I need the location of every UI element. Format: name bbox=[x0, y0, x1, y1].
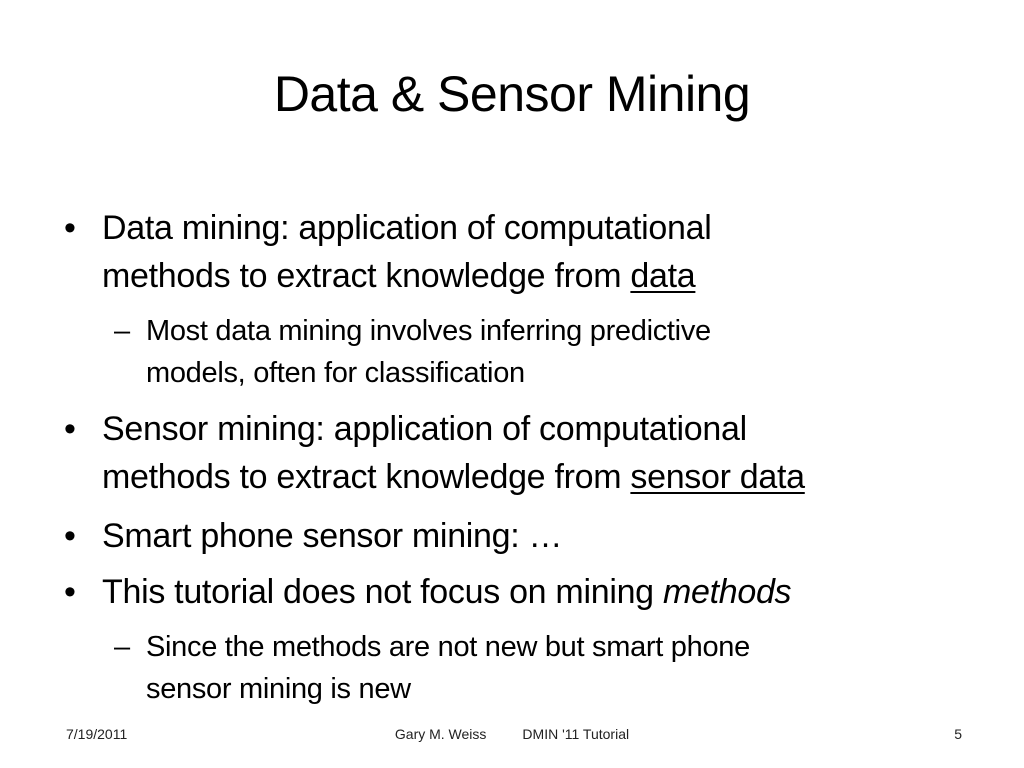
bullet-icon: • bbox=[64, 517, 76, 555]
underlined-term: sensor data bbox=[630, 458, 805, 496]
bullet-text: methods to extract knowledge from bbox=[102, 458, 631, 496]
sub-bullet-line: models, often for classification bbox=[146, 357, 525, 389]
bullet-line: Sensor mining: application of computational bbox=[102, 410, 747, 448]
bullet-icon: • bbox=[64, 410, 76, 448]
italic-term: methods bbox=[662, 573, 792, 611]
footer-page-number: 5 bbox=[954, 726, 962, 742]
bullet-line bbox=[102, 453, 982, 501]
bullet-item-data-mining bbox=[64, 204, 982, 300]
bullet-icon: • bbox=[64, 573, 76, 611]
sub-bullet-line: sensor mining is new bbox=[146, 673, 411, 705]
footer-author: Gary M. Weiss bbox=[394, 726, 487, 742]
dash-icon: – bbox=[114, 315, 130, 347]
bullet-line: Data mining: application of computational bbox=[102, 209, 712, 247]
underlined-term: data bbox=[630, 257, 696, 295]
slide-title: Data & Sensor Mining bbox=[273, 66, 751, 122]
footer-event: DMIN '11 Tutorial bbox=[522, 726, 630, 742]
bullet-text: This tutorial does not focus on mining bbox=[102, 573, 663, 611]
footer-center bbox=[0, 724, 1024, 744]
footer-date: 7/19/2011 bbox=[66, 726, 128, 742]
bullet-item-sensor-mining bbox=[64, 405, 982, 501]
bullet-item-tutorial-focus bbox=[64, 568, 982, 616]
bullet-line: Smart phone sensor mining: … bbox=[102, 517, 563, 555]
sub-bullet-line: Since the methods are not new but smart phone bbox=[146, 631, 750, 663]
bullet-icon: • bbox=[64, 209, 76, 247]
sub-bullet-line: Most data mining involves inferring predictive bbox=[146, 315, 711, 347]
bullet-text: methods to extract knowledge from bbox=[102, 257, 631, 295]
bullet-line bbox=[102, 568, 982, 616]
dash-icon: – bbox=[114, 631, 130, 663]
sub-bullet-item-predictive-models bbox=[114, 310, 946, 394]
bullet-line bbox=[102, 252, 982, 300]
bullet-item-smart-phone bbox=[64, 512, 982, 560]
sub-bullet-item-methods-not-new bbox=[114, 626, 946, 710]
